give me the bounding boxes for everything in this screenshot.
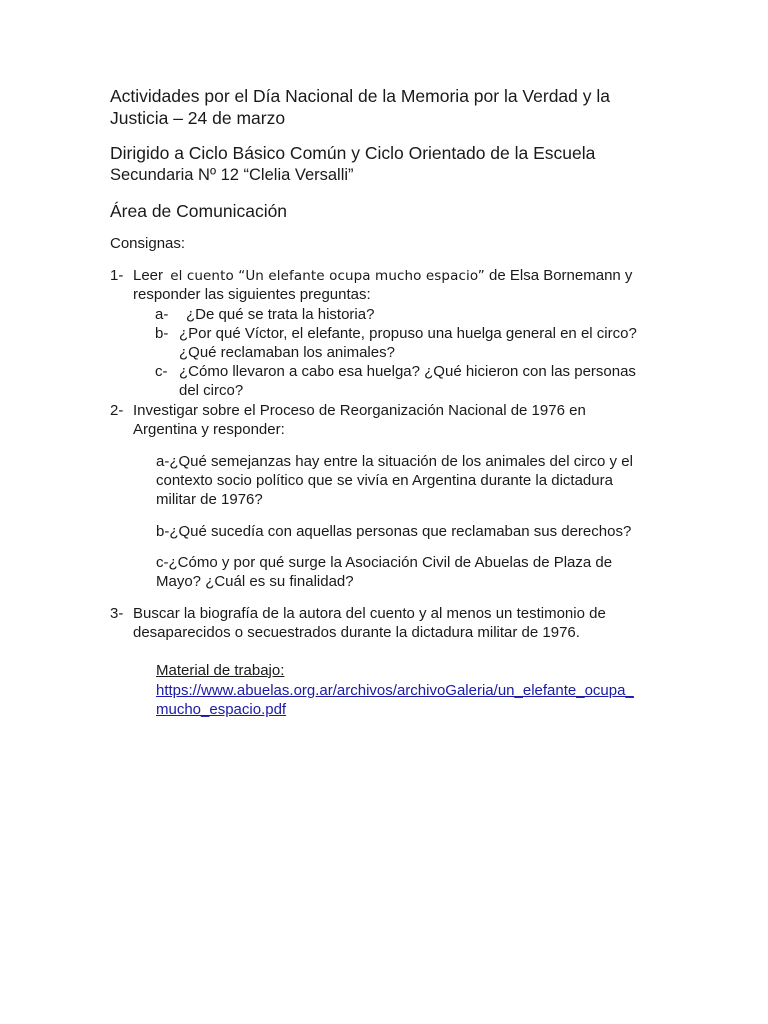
question-c-text-1: ¿Cómo llevaron a cabo esa huelga? ¿Qué hicieron con las personas xyxy=(179,363,636,380)
question-b-text-1: ¿Por qué Víctor, el elefante, propuso una huelga general en el circo? xyxy=(179,325,637,342)
area-heading: Área de Comunicación xyxy=(110,201,288,221)
story-title: el cuento “Un elefante ocupa mucho espacio” xyxy=(170,268,485,284)
item-2-line-1: Investigar sobre el Proceso de Reorganización Nacional de 1976 en xyxy=(133,402,586,419)
item-1-lead-a: Leer xyxy=(133,267,164,284)
item-2-qa-line-1: a-¿Qué semejanzas hay entre la situación de los animales del circo y el xyxy=(156,453,633,470)
consignas-label: Consignas: xyxy=(110,235,186,252)
item-3-line-1: Buscar la biografía de la autora del cuento y al menos un testimonio de xyxy=(133,605,606,622)
item-1-line-1 xyxy=(133,266,632,286)
target-line-1: Dirigido a Ciclo Básico Común y Ciclo Orientado de la Escuela xyxy=(110,143,596,163)
question-a-text: ¿De qué se trata la historia? xyxy=(186,306,375,323)
question-a-label: a- xyxy=(155,306,169,323)
item-2-qc-line-1: c-¿Cómo y por qué surge la Asociación Civil de Abuelas de Plaza de xyxy=(156,554,613,571)
item-3-number: 3- xyxy=(110,605,124,622)
question-b-label: b- xyxy=(155,325,169,342)
question-c-text-2: del circo? xyxy=(179,382,244,399)
item-1-number: 1- xyxy=(110,267,124,284)
target-line-2: Secundaria Nº 12 “Clelia Versalli” xyxy=(110,166,354,184)
item-2-number: 2- xyxy=(110,402,124,419)
item-1-line-2: responder las siguientes preguntas: xyxy=(133,286,371,303)
question-b-text-2: ¿Qué reclamaban los animales? xyxy=(179,344,395,361)
item-2-qa-line-2: contexto socio político que se vivía en Argentina durante la dictadura xyxy=(156,472,613,489)
title-line-2: Justicia – 24 de marzo xyxy=(110,108,286,128)
item-2-qc-line-2: Mayo? ¿Cuál es su finalidad? xyxy=(156,573,354,590)
item-2-qa-line-3: militar de 1976? xyxy=(156,491,263,508)
material-link-line-2[interactable]: mucho_espacio.pdf xyxy=(156,701,287,718)
item-2-qb-line-1: b-¿Qué sucedía con aquellas personas que reclamaban sus derechos? xyxy=(156,523,632,540)
title-line-1: Actividades por el Día Nacional de la Memoria por la Verdad y la xyxy=(110,86,610,106)
material-label: Material de trabajo: xyxy=(156,662,285,679)
item-3-line-2: desaparecidos o secuestrados durante la dictadura militar de 1976. xyxy=(133,624,580,641)
item-1-lead-c: de Elsa Bornemann y xyxy=(489,267,633,284)
question-c-label: c- xyxy=(155,363,168,380)
material-link-line-1[interactable]: https://www.abuelas.org.ar/archivos/archivoGaleria/un_elefante_ocupa_ xyxy=(156,682,634,699)
item-2-line-2: Argentina y responder: xyxy=(133,421,285,438)
